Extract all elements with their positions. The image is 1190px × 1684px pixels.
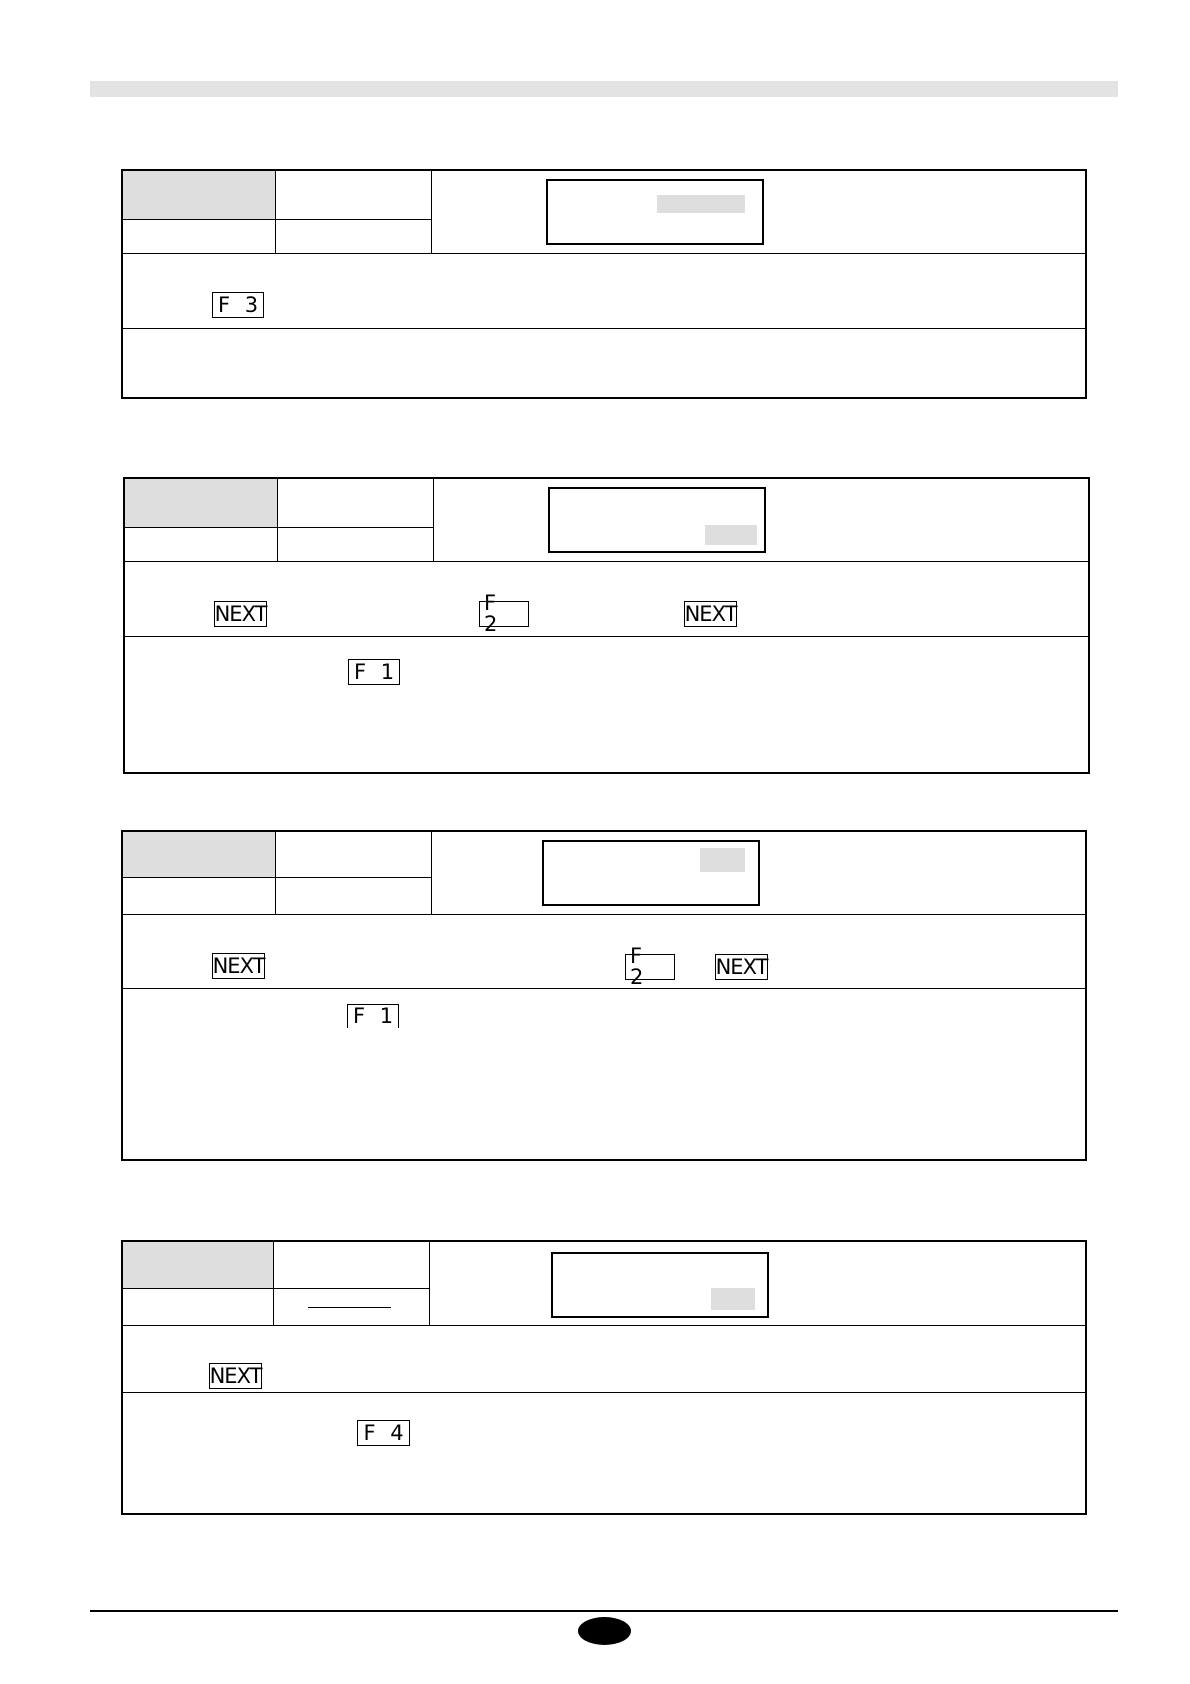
lcd-display <box>546 179 764 245</box>
procedure-block-4 <box>121 1240 1087 1515</box>
next-key: NEXT <box>684 601 737 626</box>
lcd-display <box>548 487 766 553</box>
next-key: NEXT <box>212 953 265 978</box>
lcd-display <box>542 840 760 906</box>
title-cell <box>123 171 275 219</box>
next-key: NEXT <box>214 601 267 626</box>
f3-key: F 3 <box>212 292 264 318</box>
next-key: NEXT <box>209 1363 262 1388</box>
procedure-block-2 <box>123 477 1090 774</box>
procedure-block-1 <box>121 169 1087 399</box>
footer-rule <box>90 1610 1118 1612</box>
f1-key: F 1 <box>348 659 400 685</box>
underline-mark <box>308 1307 391 1308</box>
title-cell <box>125 479 277 527</box>
lcd-highlight <box>705 525 757 545</box>
page-number-badge <box>578 1617 631 1645</box>
procedure-block-3 <box>121 830 1087 1161</box>
f2-key: F 2 <box>479 601 529 627</box>
lcd-highlight <box>711 1288 755 1310</box>
title-cell <box>123 832 275 877</box>
header-bar <box>90 81 1118 97</box>
lcd-display <box>551 1252 769 1318</box>
lcd-highlight <box>657 195 745 213</box>
f4-key: F 4 <box>357 1420 410 1446</box>
f2-key: F 2 <box>625 954 675 980</box>
f1-key: F 1 <box>347 1004 399 1028</box>
next-key: NEXT <box>715 954 768 979</box>
title-cell <box>123 1242 273 1288</box>
lcd-highlight <box>700 848 745 872</box>
